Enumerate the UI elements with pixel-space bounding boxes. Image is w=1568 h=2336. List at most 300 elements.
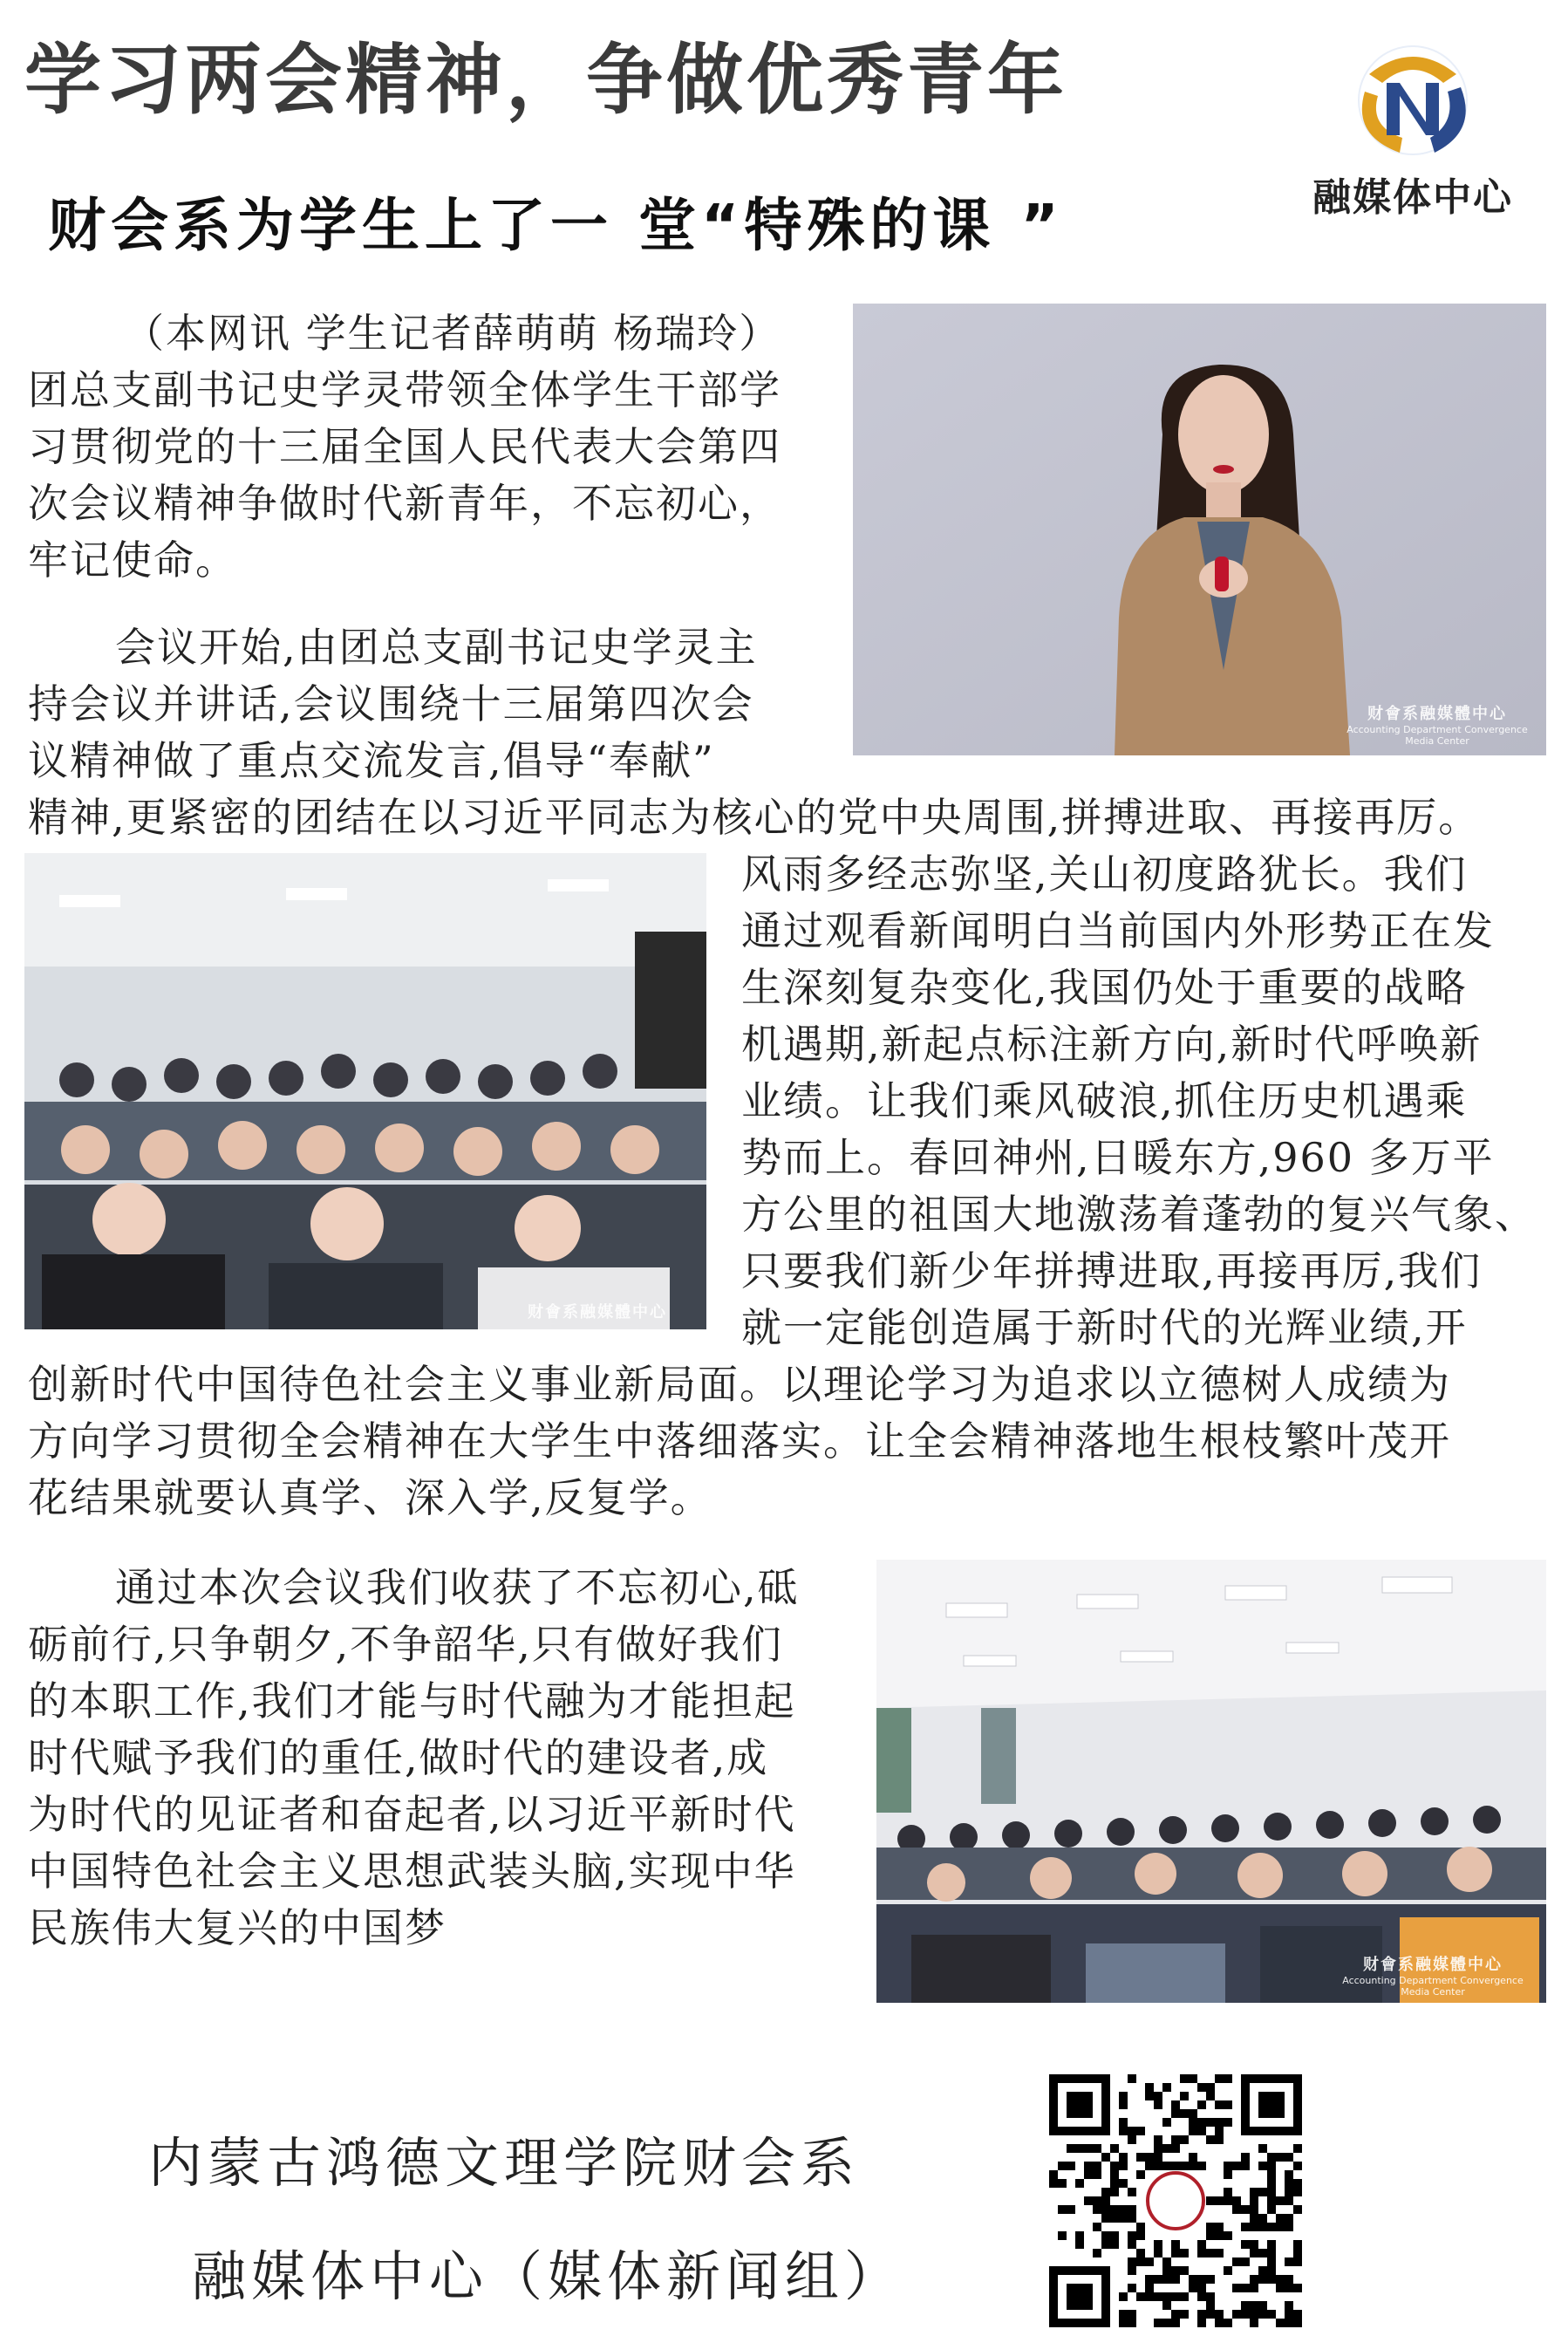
photo-watermark: 财會系融媒體中心 Accounting Department Convergence Media Center [1346, 705, 1528, 747]
qr-module [1197, 2310, 1206, 2319]
qr-module [1119, 2179, 1128, 2188]
qr-module [1276, 2196, 1285, 2205]
qr-module [1258, 2188, 1267, 2196]
qr-module [1267, 2205, 1276, 2214]
qr-module [1119, 2100, 1128, 2109]
text-line: 砺前行,只争朝夕,不争韶华,只有做好我们 [28, 1621, 783, 1668]
qr-module [1128, 2284, 1136, 2292]
qr-module [1285, 2214, 1293, 2223]
text-line: 风雨多经志弥坚,关山初度路犹长。我们 [741, 850, 1468, 898]
qr-module [1206, 2301, 1215, 2310]
qr-module [1058, 2162, 1067, 2170]
qr-module [1171, 2162, 1180, 2170]
qr-module [1197, 2292, 1206, 2301]
qr-module [1119, 2092, 1128, 2100]
qr-module [1215, 2074, 1224, 2083]
qr-module [1285, 2301, 1293, 2310]
qr-module [1241, 2310, 1250, 2319]
qr-module [1285, 2284, 1293, 2292]
qr-module [1154, 2240, 1162, 2249]
qr-module [1215, 2127, 1224, 2135]
article-paragraph-2-tail [28, 1356, 1451, 1527]
qr-module [1250, 2240, 1258, 2249]
footer-org-name: 内蒙古鸿德文理学院财会系 [148, 2131, 861, 2195]
qr-module [1215, 2118, 1224, 2127]
qr-module [1136, 2231, 1145, 2240]
qr-module [1267, 2153, 1276, 2162]
qr-module [1276, 2153, 1285, 2162]
qr-finder [1067, 2284, 1093, 2310]
qr-module [1110, 2170, 1119, 2179]
article-headline: 财会系为学生上了一 堂“特殊的课 ” [48, 192, 1064, 259]
qr-module [1093, 2196, 1101, 2205]
qr-module [1049, 2179, 1058, 2188]
qr-module [1154, 2135, 1162, 2144]
qr-module [1171, 2310, 1180, 2319]
text-line: 团总支副书记史学灵带领全体学生干部学 [28, 366, 781, 413]
qr-module [1285, 2223, 1293, 2231]
qr-module [1180, 2074, 1189, 2083]
qr-module [1171, 2109, 1180, 2118]
qr-module [1093, 2249, 1101, 2257]
qr-module [1197, 2100, 1206, 2109]
media-center-logo [1282, 35, 1544, 218]
qr-module [1101, 2153, 1110, 2162]
qr-module [1171, 2319, 1180, 2327]
qr-module [1058, 2179, 1067, 2188]
qr-module [1267, 2188, 1276, 2196]
qr-finder [1067, 2092, 1093, 2118]
qr-module [1293, 2310, 1302, 2319]
qr-module [1285, 2196, 1293, 2205]
qr-module [1206, 2275, 1215, 2284]
qr-module [1267, 2196, 1276, 2205]
qr-module [1197, 2240, 1206, 2249]
qr-module [1276, 2214, 1285, 2223]
qr-module [1241, 2257, 1250, 2266]
qr-module [1285, 2257, 1293, 2266]
qr-module [1119, 2127, 1128, 2135]
qr-module [1154, 2319, 1162, 2327]
qr-module [1250, 2310, 1258, 2319]
qr-module [1189, 2153, 1197, 2162]
page-title: 学习两会精神，争做优秀青年 [24, 35, 1068, 125]
qr-module [1171, 2240, 1180, 2249]
qr-module [1293, 2257, 1302, 2266]
qr-module [1250, 2214, 1258, 2223]
qr-module [1145, 2292, 1154, 2301]
qr-module [1128, 2257, 1136, 2266]
text-line: 习贯彻党的十三届全国人民代表大会第四 [28, 423, 781, 470]
qr-module [1250, 2196, 1258, 2205]
qr-module [1250, 2301, 1258, 2310]
qr-module [1258, 2266, 1267, 2275]
qr-module [1285, 2188, 1293, 2196]
article-paragraph-2 [28, 619, 1480, 846]
qr-module [1197, 2083, 1206, 2092]
logo-swirl-icon [1282, 35, 1544, 166]
qr-module [1084, 2170, 1093, 2179]
qr-module [1215, 2319, 1224, 2327]
qr-module [1232, 2205, 1241, 2214]
qr-module [1224, 2162, 1232, 2170]
qr-module [1224, 2319, 1232, 2327]
photo-watermark: 财會系融媒體中心 [528, 1303, 667, 1322]
qr-module [1285, 2153, 1293, 2162]
qr-module [1093, 2223, 1101, 2231]
qr-module [1232, 2310, 1241, 2319]
qr-module [1276, 2319, 1285, 2327]
text-line: 的本职工作,我们才能与时代融为才能担起 [28, 1677, 796, 1725]
qr-module [1101, 2188, 1110, 2196]
article-paragraph-1 [28, 305, 781, 589]
qr-module [1128, 2135, 1136, 2144]
qr-module [1293, 2205, 1302, 2214]
qr-module [1197, 2162, 1206, 2170]
qr-module [1285, 2319, 1293, 2327]
text-line: 牢记使命。 [28, 536, 237, 584]
qr-module [1119, 2162, 1128, 2170]
qr-module [1093, 2170, 1101, 2179]
qr-module [1189, 2118, 1197, 2127]
qr-module [1110, 2179, 1119, 2188]
qr-module [1206, 2092, 1215, 2100]
qr-module [1154, 2100, 1162, 2109]
qr-module [1154, 2092, 1162, 2100]
qr-module [1206, 2223, 1215, 2231]
qr-module [1241, 2153, 1250, 2162]
qr-module [1136, 2127, 1145, 2135]
qr-module [1058, 2231, 1067, 2240]
text-line: 次会议精神争做时代新青年，不忘初心， [28, 480, 781, 527]
qr-module [1049, 2170, 1058, 2179]
qr-module [1128, 2319, 1136, 2327]
text-line: 势而上。春回神州,日暖东方,960 多万平 [741, 1134, 1495, 1181]
qr-module [1215, 2196, 1224, 2205]
qr-module [1293, 2144, 1302, 2153]
qr-module [1197, 2127, 1206, 2135]
qr-module [1101, 2196, 1110, 2205]
qr-module [1258, 2310, 1267, 2319]
qr-module [1110, 2231, 1119, 2240]
qr-module [1162, 2257, 1171, 2266]
text-line: （本网讯 学生记者薛萌萌 杨瑞玲） [124, 310, 781, 357]
qr-module [1232, 2196, 1241, 2205]
qr-module [1241, 2205, 1250, 2214]
qr-module [1285, 2310, 1293, 2319]
qr-module [1215, 2231, 1224, 2240]
text-line: 精神,更紧密的团结在以习近平同志为核心的党中央周围,拼搏进取、再接再厉。 [28, 794, 1481, 841]
text-line: 中国特色社会主义思想武装头脑,实现中华 [28, 1848, 796, 1895]
qr-module [1162, 2275, 1171, 2284]
qr-module [1258, 2223, 1267, 2231]
qr-module [1224, 2188, 1232, 2196]
qr-module [1162, 2301, 1171, 2310]
qr-module [1119, 2319, 1128, 2327]
footer-org-unit: 融媒体中心（媒体新闻组） [192, 2244, 904, 2308]
qr-module [1293, 2240, 1302, 2249]
qr-module [1145, 2162, 1154, 2170]
qr-module [1162, 2083, 1171, 2092]
text-line: 就一定能创造属于新时代的光辉业绩,开 [741, 1304, 1468, 1351]
qr-module [1084, 2144, 1093, 2153]
text-line: 方公里的祖国大地激荡着蓬勃的复兴气象、 [741, 1191, 1537, 1238]
qr-module [1276, 2275, 1285, 2284]
audience-photo-graphic [24, 853, 706, 1329]
text-line: 为时代的见证者和奋起者,以习近平新时代 [28, 1791, 796, 1838]
qr-module [1145, 2153, 1154, 2162]
qr-module [1250, 2188, 1258, 2196]
qr-module [1267, 2162, 1276, 2170]
qr-module [1250, 2249, 1258, 2257]
qr-module [1276, 2223, 1285, 2231]
qr-module [1258, 2144, 1267, 2153]
qr-module [1293, 2284, 1302, 2292]
qr-module [1162, 2162, 1171, 2170]
qr-module [1250, 2319, 1258, 2327]
qr-module [1162, 2144, 1171, 2153]
qr-module [1206, 2310, 1215, 2319]
qr-module [1093, 2144, 1101, 2153]
qr-module [1136, 2292, 1145, 2301]
text-line: 通过观看新闻明白当前国内外形势正在发 [741, 907, 1495, 954]
qr-module [1084, 2162, 1093, 2170]
qr-module [1067, 2144, 1075, 2153]
qr-module [1171, 2249, 1180, 2257]
qr-module [1267, 2179, 1276, 2188]
qr-module [1267, 2257, 1276, 2266]
qr-module [1128, 2214, 1136, 2223]
qr-module [1285, 2179, 1293, 2188]
qr-module [1075, 2144, 1084, 2153]
qr-module [1154, 2249, 1162, 2257]
text-line: 业绩。让我们乘风破浪,抓住历史机遇乘 [741, 1077, 1468, 1124]
qr-center-emblem [1148, 2173, 1203, 2229]
qr-module [1136, 2170, 1145, 2179]
qr-module [1084, 2196, 1093, 2205]
qr-module [1171, 2266, 1180, 2275]
qr-module [1267, 2249, 1276, 2257]
qr-module [1232, 2162, 1241, 2170]
qr-module [1206, 2083, 1215, 2092]
qr-module [1189, 2127, 1197, 2135]
qr-module [1136, 2153, 1145, 2162]
qr-module [1206, 2196, 1215, 2205]
qr-module [1180, 2266, 1189, 2275]
qr-module [1267, 2170, 1276, 2179]
text-line: 通过本次会议我们收获了不忘初心,砥 [115, 1564, 800, 1611]
qr-module [1293, 2162, 1302, 2170]
qr-module [1119, 2205, 1128, 2214]
qr-finder [1258, 2092, 1285, 2118]
qr-module [1154, 2153, 1162, 2162]
qr-module [1258, 2162, 1267, 2170]
qr-module [1241, 2301, 1250, 2310]
qr-module [1145, 2092, 1154, 2100]
qr-module [1258, 2275, 1267, 2284]
qr-module [1258, 2214, 1267, 2223]
qr-module [1293, 2249, 1302, 2257]
qr-module [1128, 2127, 1136, 2135]
logo-text: 融媒体中心 [1312, 175, 1513, 220]
qr-module [1293, 2179, 1302, 2188]
qr-module [1180, 2162, 1189, 2170]
qr-module [1101, 2231, 1110, 2240]
qr-module [1215, 2249, 1224, 2257]
qr-module [1250, 2205, 1258, 2214]
qr-module [1215, 2310, 1224, 2319]
qr-module [1162, 2118, 1171, 2127]
qr-module [1101, 2214, 1110, 2223]
qr-module [1250, 2275, 1258, 2284]
qr-module [1128, 2266, 1136, 2275]
qr-module [1171, 2100, 1180, 2109]
qr-module [1067, 2205, 1075, 2214]
qr-module [1232, 2257, 1241, 2266]
qr-module [1171, 2292, 1180, 2301]
qr-module [1241, 2240, 1250, 2249]
qr-module [1258, 2301, 1267, 2310]
qr-module [1189, 2109, 1197, 2118]
qr-module [1154, 2292, 1162, 2301]
qr-module [1206, 2231, 1215, 2240]
qr-module [1232, 2284, 1241, 2292]
qr-module [1128, 2074, 1136, 2083]
qr-module [1180, 2135, 1189, 2144]
qr-module [1171, 2144, 1180, 2153]
qr-module [1215, 2223, 1224, 2231]
qr-module [1241, 2223, 1250, 2231]
text-line: 花结果就要认真学、深入学,反复学。 [28, 1474, 712, 1521]
qr-module [1189, 2275, 1197, 2284]
qr-module [1154, 2275, 1162, 2284]
qr-module [1119, 2310, 1128, 2319]
qr-module [1224, 2118, 1232, 2127]
qr-module [1267, 2310, 1276, 2319]
qr-module [1267, 2240, 1276, 2249]
qr-module [1058, 2205, 1067, 2214]
article-paragraph-2-wrap [741, 846, 1537, 1356]
qr-module [1180, 2310, 1189, 2319]
qr-module [1224, 2170, 1232, 2179]
qr-module [1215, 2135, 1224, 2144]
text-line: 生深刻复杂变化,我国仍处于重要的战略 [741, 964, 1468, 1011]
qr-module [1119, 2292, 1128, 2301]
text-line: 时代赋予我们的重任,做时代的建设者,成 [28, 1734, 769, 1781]
text-line: 只要我们新少年拼搏进取,再接再厉,我们 [741, 1247, 1483, 1294]
qr-module [1197, 2118, 1206, 2127]
qr-module [1119, 2118, 1128, 2127]
qr-module [1206, 2118, 1215, 2127]
qr-module [1154, 2144, 1162, 2153]
qr-module [1119, 2214, 1128, 2223]
text-line: 机遇期,新起点标注新方向,新时代呼唤新 [741, 1021, 1483, 1068]
qr-module [1067, 2162, 1075, 2170]
qr-module [1276, 2284, 1285, 2292]
qr-code [1014, 2074, 1337, 2327]
photo-audience-front [24, 853, 706, 1329]
qr-module [1206, 2249, 1215, 2257]
qr-module [1206, 2292, 1215, 2301]
qr-module [1224, 2231, 1232, 2240]
qr-module [1162, 2292, 1171, 2301]
qr-module [1197, 2275, 1206, 2284]
qr-module [1128, 2205, 1136, 2214]
photo-watermark: 财會系融媒體中心 Accounting Department Convergence Media Center [1342, 1956, 1524, 1998]
qr-module [1171, 2275, 1180, 2284]
qr-module [1128, 2310, 1136, 2319]
qr-module [1285, 2275, 1293, 2284]
qr-module [1075, 2240, 1084, 2249]
qr-module [1224, 2266, 1232, 2275]
text-line: 持会议并讲话,会议围绕十三届第四次会 [28, 680, 754, 727]
qr-module [1145, 2083, 1154, 2092]
qr-module [1267, 2223, 1276, 2231]
qr-module [1128, 2231, 1136, 2240]
qr-module [1162, 2319, 1171, 2327]
qr-module [1224, 2100, 1232, 2109]
qr-module [1215, 2100, 1224, 2109]
qr-module [1285, 2170, 1293, 2179]
qr-module [1110, 2162, 1119, 2170]
qr-module [1110, 2240, 1119, 2249]
qr-module [1110, 2214, 1119, 2223]
qr-module [1110, 2188, 1119, 2196]
qr-module [1075, 2179, 1084, 2188]
qr-module [1189, 2284, 1197, 2292]
qr-module [1224, 2196, 1232, 2205]
qr-module [1250, 2223, 1258, 2231]
text-line: 民族伟大复兴的中国梦 [28, 1904, 447, 1951]
qr-module [1189, 2074, 1197, 2083]
qr-module [1267, 2266, 1276, 2275]
qr-module [1224, 2074, 1232, 2083]
text-line: 议精神做了重点交流发言,倡导“奉献” [28, 737, 715, 784]
qr-module [1119, 2153, 1128, 2162]
photo-audience-hall [876, 1560, 1546, 2003]
qr-module [1250, 2284, 1258, 2292]
qr-module [1110, 2205, 1119, 2214]
qr-module [1128, 2240, 1136, 2249]
qr-module [1093, 2205, 1101, 2214]
qr-module [1180, 2249, 1189, 2257]
qr-module [1075, 2231, 1084, 2240]
qr-module [1293, 2319, 1302, 2327]
qr-module [1189, 2162, 1197, 2170]
qr-module [1136, 2257, 1145, 2266]
qr-module [1180, 2109, 1189, 2118]
qr-module [1206, 2135, 1215, 2144]
qr-module [1267, 2275, 1276, 2284]
qr-module [1180, 2092, 1189, 2100]
qr-module [1258, 2249, 1267, 2257]
qr-module [1110, 2144, 1119, 2153]
qr-module [1128, 2188, 1136, 2196]
qr-module [1145, 2275, 1154, 2284]
hall-photo-graphic [876, 1560, 1546, 2003]
qr-module [1241, 2284, 1250, 2292]
qr-module [1293, 2188, 1302, 2196]
text-line: 会议开始,由团总支副书记史学灵主 [115, 624, 758, 671]
qr-module [1136, 2249, 1145, 2257]
qr-module [1197, 2319, 1206, 2327]
text-line: 方向学习贯彻全会精神在大学生中落细落实。让全会精神落地生根枝繁叶茂开 [28, 1417, 1451, 1465]
qr-module [1136, 2223, 1145, 2231]
qr-module [1145, 2257, 1154, 2266]
qr-code-icon [1014, 2074, 1337, 2327]
text-line: 创新时代中国待色社会主义事业新局面。以理论学习为追求以立德树人成绩为 [28, 1361, 1451, 1408]
qr-module [1101, 2240, 1110, 2249]
